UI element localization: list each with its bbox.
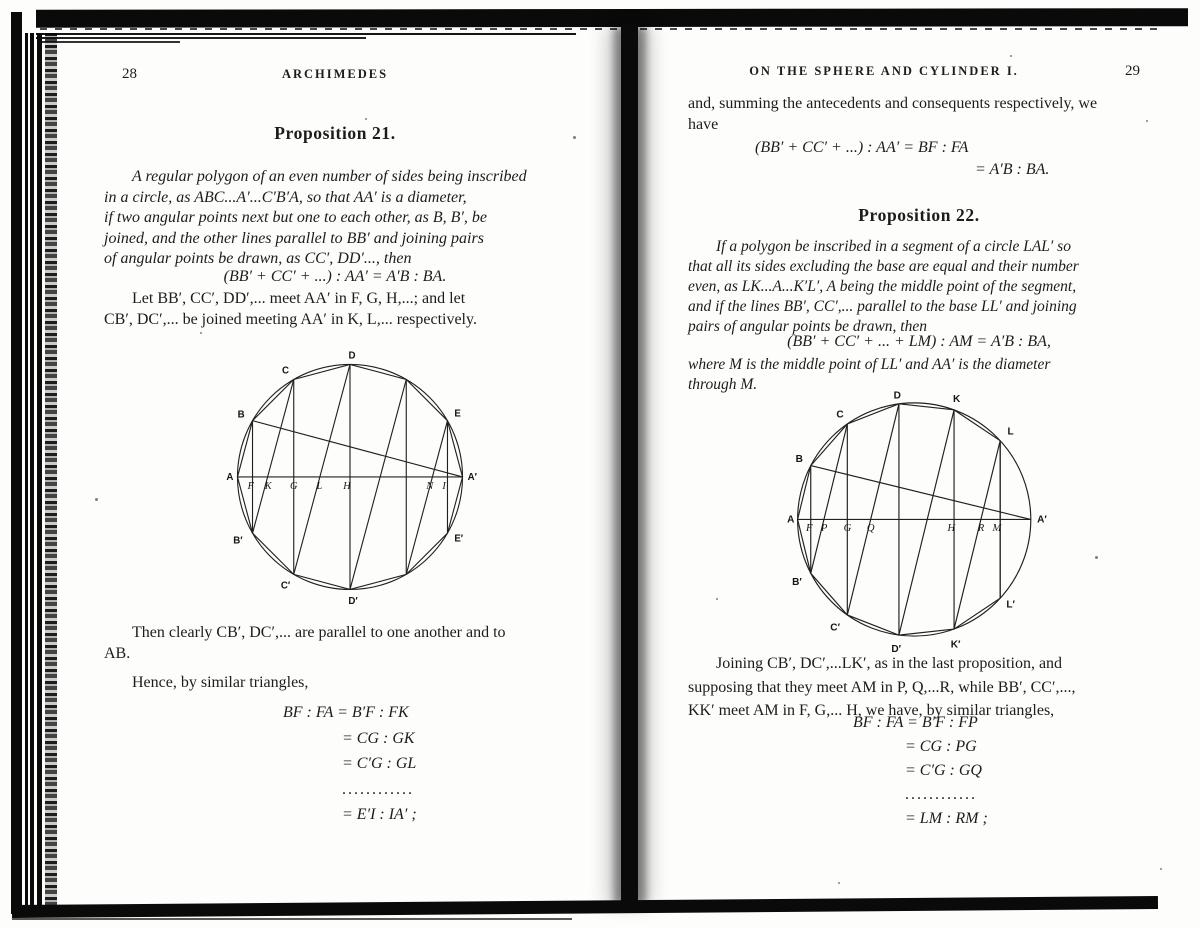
fig21-foot-N: N xyxy=(426,481,434,493)
prop22-joining xyxy=(688,652,1154,723)
fig21-vertex-E: E xyxy=(454,408,461,420)
text-line: KK′ meet AM in F, G,... H, we have, by similar triangles, xyxy=(688,702,1055,719)
prop21-then xyxy=(104,622,570,664)
fig21-vertex-B: B xyxy=(237,409,245,421)
fig22-foot-Q: Q xyxy=(866,523,875,535)
text-line: have xyxy=(688,116,719,133)
right-page-number: 29 xyxy=(1125,63,1140,79)
fig21-foot-G: G xyxy=(290,481,298,493)
fig22-vertex-D-prime: D′ xyxy=(891,643,902,655)
prop22-where xyxy=(688,355,1154,394)
fig21-vertex-A: A xyxy=(226,472,234,483)
scan-speckle xyxy=(838,882,840,884)
text-line: and if the lines BB′, CC′,... parallel to the base LL′ and joining xyxy=(688,298,1077,315)
prop21-summing-formula xyxy=(755,137,1049,181)
text-line: = A′B : BA. xyxy=(975,161,1050,178)
text-line: BF : FA = B′F : FK xyxy=(283,704,409,721)
text-line: BF : FA = B′F : FP xyxy=(853,714,978,731)
figure-prop21 xyxy=(222,346,478,614)
prop21-statement xyxy=(104,167,570,270)
text-line: where M is the middle point of LL′ and AA′ is the diameter xyxy=(688,356,1051,373)
fig22-foot-F: F xyxy=(806,523,813,535)
prop22-heading: Proposition 22. xyxy=(858,205,980,225)
page-edge-line xyxy=(36,33,576,35)
scan-bottom-band xyxy=(12,896,1158,918)
figure-prop22 xyxy=(787,390,1052,668)
scan-speckle xyxy=(1095,556,1098,559)
text-line: = CG : PG xyxy=(905,738,977,755)
fig22-foot-G: G xyxy=(843,523,852,535)
fig22-vertex-K-prime: K′ xyxy=(950,639,961,651)
text-line: CB′, DC′,... be joined meeting AA′ in K, L,... respectively. xyxy=(104,310,477,328)
text-line: that all its sides excluding the base are equal and their number xyxy=(688,258,1079,275)
text-line: = C′G : GQ xyxy=(905,762,982,779)
prop22-statement xyxy=(688,237,1154,337)
fig22-foot-M: M xyxy=(992,523,1002,535)
fig22-vertex-C-prime: C′ xyxy=(830,622,840,634)
book-gutter xyxy=(621,24,638,906)
fig22-vertex-L-prime: L′ xyxy=(1006,599,1015,611)
fig22-vertex-B: B xyxy=(795,454,803,466)
scan-bottom-line xyxy=(12,918,572,920)
fig22-vertex-K: K xyxy=(952,393,961,405)
text-line: If a polygon be inscribed in a segment of a circle LAL′ so xyxy=(716,238,1071,255)
prop21-formula: (BB′ + CC′ + ...) : AA′ = A′B : BA. xyxy=(223,268,447,285)
text-line: Let BB′, CC′, DD′,... meet AA′ in F, G, H,...; and let xyxy=(132,290,466,307)
text-line: = LM : RM ; xyxy=(905,810,988,827)
page-edge-bar xyxy=(37,33,42,907)
scan-speckle xyxy=(365,118,367,120)
prop21-summing-text xyxy=(688,93,1154,135)
text-line: Joining CB′, DC′,...LK′, as in the last proposition, and xyxy=(716,655,1063,672)
left-page-number: 28 xyxy=(122,66,137,82)
fig21-foot-I: I xyxy=(442,481,446,493)
fig22-vertex-A: A xyxy=(787,514,795,526)
fig22-foot-R: R xyxy=(977,523,985,535)
page-edge-bar xyxy=(11,12,22,914)
scan-speckle xyxy=(1160,868,1162,870)
fig22-vertex-C: C xyxy=(836,409,844,421)
fig22-foot-H: H xyxy=(947,523,956,535)
text-line: supposing that they meet AM in P, Q,...R, while BB′, CC′,..., xyxy=(688,678,1076,696)
text-line: = E′I : IA′ ; xyxy=(342,806,417,823)
text-line: (BB′ + CC′ + ...) : AA′ = BF : FA xyxy=(755,139,969,156)
fig22-vertex-B-prime: B′ xyxy=(792,577,802,589)
page-edge-line xyxy=(36,37,366,39)
line-BA-prime xyxy=(811,466,1031,520)
text-line: pairs of angular points be drawn, then xyxy=(688,318,927,335)
page-edge-bar xyxy=(25,33,28,907)
text-line: A regular polygon of an even number of sides being inscribed xyxy=(132,168,527,185)
scan-speckle-line xyxy=(40,28,1165,30)
page-edge-bar xyxy=(30,33,34,907)
text-line: AB. xyxy=(104,645,131,662)
text-line: in a circle, as ABC...A′...C′B′A, so that AA′ is a diameter, xyxy=(104,188,467,206)
scan-speckle xyxy=(1010,55,1012,57)
text-line: ............ xyxy=(342,780,414,798)
page-edge-bar xyxy=(45,33,57,907)
fig21-foot-L: L xyxy=(316,481,323,493)
prop22-equations xyxy=(853,711,988,831)
fig21-vertex-C-prime: C′ xyxy=(280,580,291,592)
prop22-formula: (BB′ + CC′ + ... + LM) : AM = A′B : BA, xyxy=(787,333,1051,350)
fig21-foot-F: F xyxy=(247,481,254,493)
text-line: even, as LK...A...K′L′, A being the middle point of the segment, xyxy=(688,278,1077,295)
right-running-head: ON THE SPHERE AND CYLINDER I. xyxy=(749,64,1019,78)
scan-speckle xyxy=(200,332,202,334)
scan-speckle xyxy=(95,498,98,501)
text-line: and, summing the antecedents and consequents respectively, we xyxy=(688,95,1098,112)
line-BA-prime xyxy=(253,421,463,477)
fig21-vertex-D-prime: D′ xyxy=(348,595,358,607)
prop21-construction xyxy=(104,289,570,330)
fig22-foot-P: P xyxy=(820,523,828,535)
text-line: joined, and the other lines parallel to BB′ and joining pairs xyxy=(104,229,484,247)
text-line: ............ xyxy=(905,786,977,803)
prop21-hence: Hence, by similar triangles, xyxy=(132,674,309,691)
text-line: if two angular points next but one to each other, as B, B′, be xyxy=(104,209,488,226)
fig21-vertex-A-prime: A′ xyxy=(467,472,477,483)
fig21-foot-K: K xyxy=(264,481,272,493)
fig21-vertex-E-prime: E′ xyxy=(454,533,464,545)
page-edge-line xyxy=(40,41,180,43)
left-running-head: ARCHIMEDES xyxy=(281,67,389,81)
text-line: through M. xyxy=(688,375,758,393)
text-line: = C′G : GL xyxy=(342,755,417,772)
fig21-vertex-D: D xyxy=(348,350,356,362)
scan-speckle xyxy=(573,136,576,139)
text-line: = CG : GK xyxy=(342,729,415,747)
fig22-vertex-A-prime: A′ xyxy=(1037,514,1047,526)
fig21-vertex-C: C xyxy=(282,365,290,377)
prop21-equations xyxy=(283,700,417,828)
fig21-foot-H: H xyxy=(343,481,351,493)
scan-top-band xyxy=(36,8,1188,28)
text-line: of angular points be drawn, as CC′, DD′..., then xyxy=(104,250,412,267)
scan-speckle xyxy=(716,598,718,600)
prop21-heading: Proposition 21. xyxy=(274,123,396,143)
fig22-vertex-D: D xyxy=(893,390,901,402)
text-line: Then clearly CB′, DC′,... are parallel to one another and to xyxy=(132,624,506,641)
fig21-vertex-B-prime: B′ xyxy=(233,535,243,547)
fig22-vertex-L: L xyxy=(1007,426,1014,438)
